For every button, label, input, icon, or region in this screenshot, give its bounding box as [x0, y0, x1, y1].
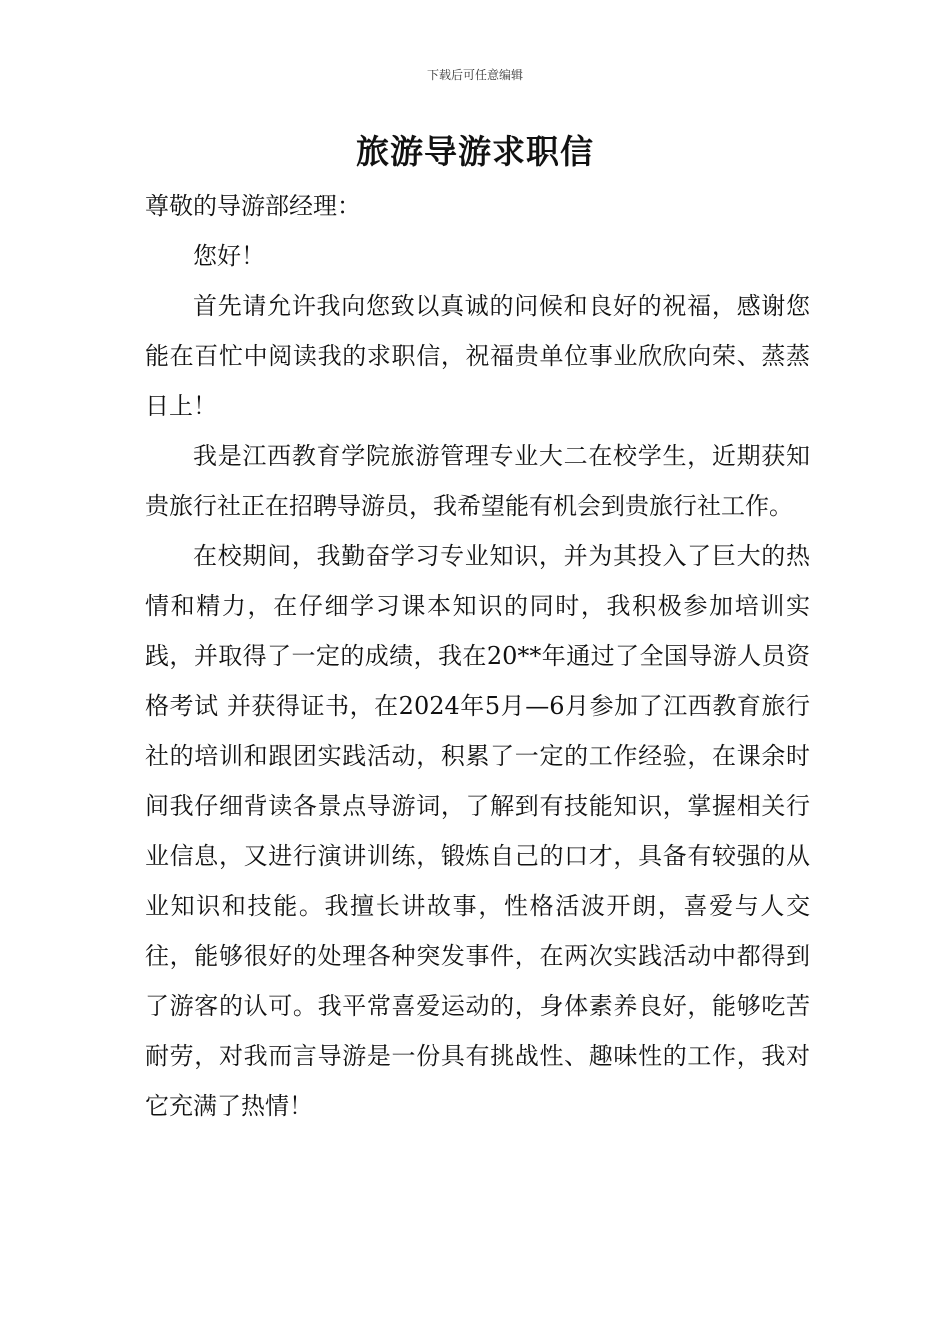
letter-body — [145, 181, 810, 1131]
greeting: 您好！ — [193, 242, 265, 270]
salutation: 尊敬的导游部经理： — [145, 192, 361, 220]
body-paragraph: 在校期间，我勤奋学习专业知识，并为其投入了巨大的热情和精力，在仔细学习课本知识的同时，我积极参加培训实践，并取得了一定的成绩，我在20**年通过了全国导游人员资格考试 并获得证书，在2024年5月—6月参加了江西教育旅行社的培训和跟团实践活动，积累了一定的工作经验，在课余时间我仔细背读各景点导游词，了解到有技能知识，掌握相关行业信息，又进行演讲训练，锻炼自己的口才，具备有较强的从业知识和技能。我擅长讲故事，性格活波开朗，喜爱与人交往，能够很好的处理各种突发事件，在两次实践活动中都得到了游客的认可。我平常喜爱运动的，身体素养良好，能够吃苦耐劳，对我而言导游是一份具有挑战性、趣味性的工作，我对它充满了热情！ — [145, 542, 810, 1120]
header-note: 下载后可任意编辑 — [426, 68, 523, 82]
body-paragraph: 首先请允许我向您致以真诚的问候和良好的祝福，感谢您能在百忙中阅读我的求职信，祝福贵单位事业欣欣向荣、蒸蒸日上！ — [145, 292, 810, 420]
document-title: 旅游导游求职信 — [356, 132, 594, 171]
body-paragraph: 我是江西教育学院旅游管理专业大二在校学生，近期获知贵旅行社正在招聘导游员，我希望能有机会到贵旅行社工作。 — [145, 442, 810, 520]
